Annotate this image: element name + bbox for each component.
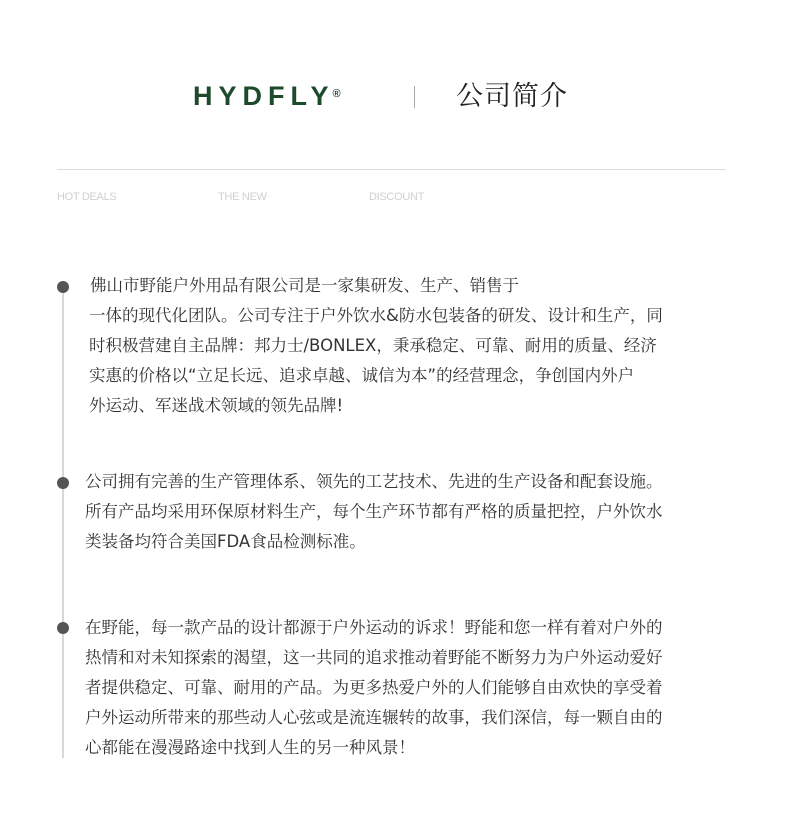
text-line: 者提供稳定、可靠、耐用的产品。为更多热爱户外的人们能够自由欢快的享受着 xyxy=(85,678,663,697)
text-line: 时积极营建自主品牌：邦力士/BONLEX，秉承稳定、可靠、耐用的质量、经济 xyxy=(89,336,657,355)
nav-item-hot-deals[interactable]: HOT DEALS xyxy=(57,191,117,203)
brand-logo xyxy=(193,82,341,110)
nav-item-the-new[interactable]: THE NEW xyxy=(218,191,267,203)
intro-paragraph xyxy=(89,271,663,421)
text-line: 户外运动所带来的那些动人心弦或是流连辗转的故事，我们深信，每一颗自由的 xyxy=(85,708,663,727)
text-line: 实惠的价格以“立足长远、追求卓越、诚信为本”的经营理念，争创国内外户 xyxy=(89,366,635,385)
production-paragraph xyxy=(85,467,663,557)
brand-name: HYDFLY xyxy=(193,81,335,111)
text-line: 外运动、军迷战术领域的领先品牌! xyxy=(89,396,344,415)
header-divider xyxy=(414,86,415,108)
timeline-dot xyxy=(57,477,69,489)
timeline-dot xyxy=(57,281,69,293)
text-line: 一体的现代化团队。公司专注于户外饮水&防水包装备的研发、设计和生产，同 xyxy=(89,306,663,325)
timeline-line xyxy=(62,286,64,758)
text-line: 心都能在漫漫路途中找到人生的另一种风景！ xyxy=(85,738,415,757)
timeline-dot xyxy=(57,622,69,634)
text-line: 佛山市野能户外用品有限公司是一家集研发、生产、销售于 xyxy=(90,276,519,295)
page-header xyxy=(0,0,790,170)
text-line: 在野能，每一款产品的设计都源于户外运动的诉求！野能和您一样有着对户外的 xyxy=(85,618,663,637)
page-title: 公司简介 xyxy=(456,81,568,112)
text-line: 所有产品均采用环保原材料生产，每个生产环节都有严格的质量把控，户外饮水 xyxy=(85,502,663,521)
text-line: 公司拥有完善的生产管理体系、领先的工艺技术、先进的生产设备和配套设施。 xyxy=(85,472,663,491)
text-line: 类装备均符合美国FDA食品检测标准。 xyxy=(85,532,366,551)
text-line: 热情和对未知探索的渴望，这一共同的追求推动着野能不断努力为户外运动爱好 xyxy=(85,648,663,667)
header-rule xyxy=(57,169,726,170)
nav-item-discount[interactable]: DISCOUNT xyxy=(369,191,425,203)
registered-mark: ® xyxy=(332,88,341,100)
mission-paragraph xyxy=(85,613,663,763)
nav-bar xyxy=(0,191,790,207)
